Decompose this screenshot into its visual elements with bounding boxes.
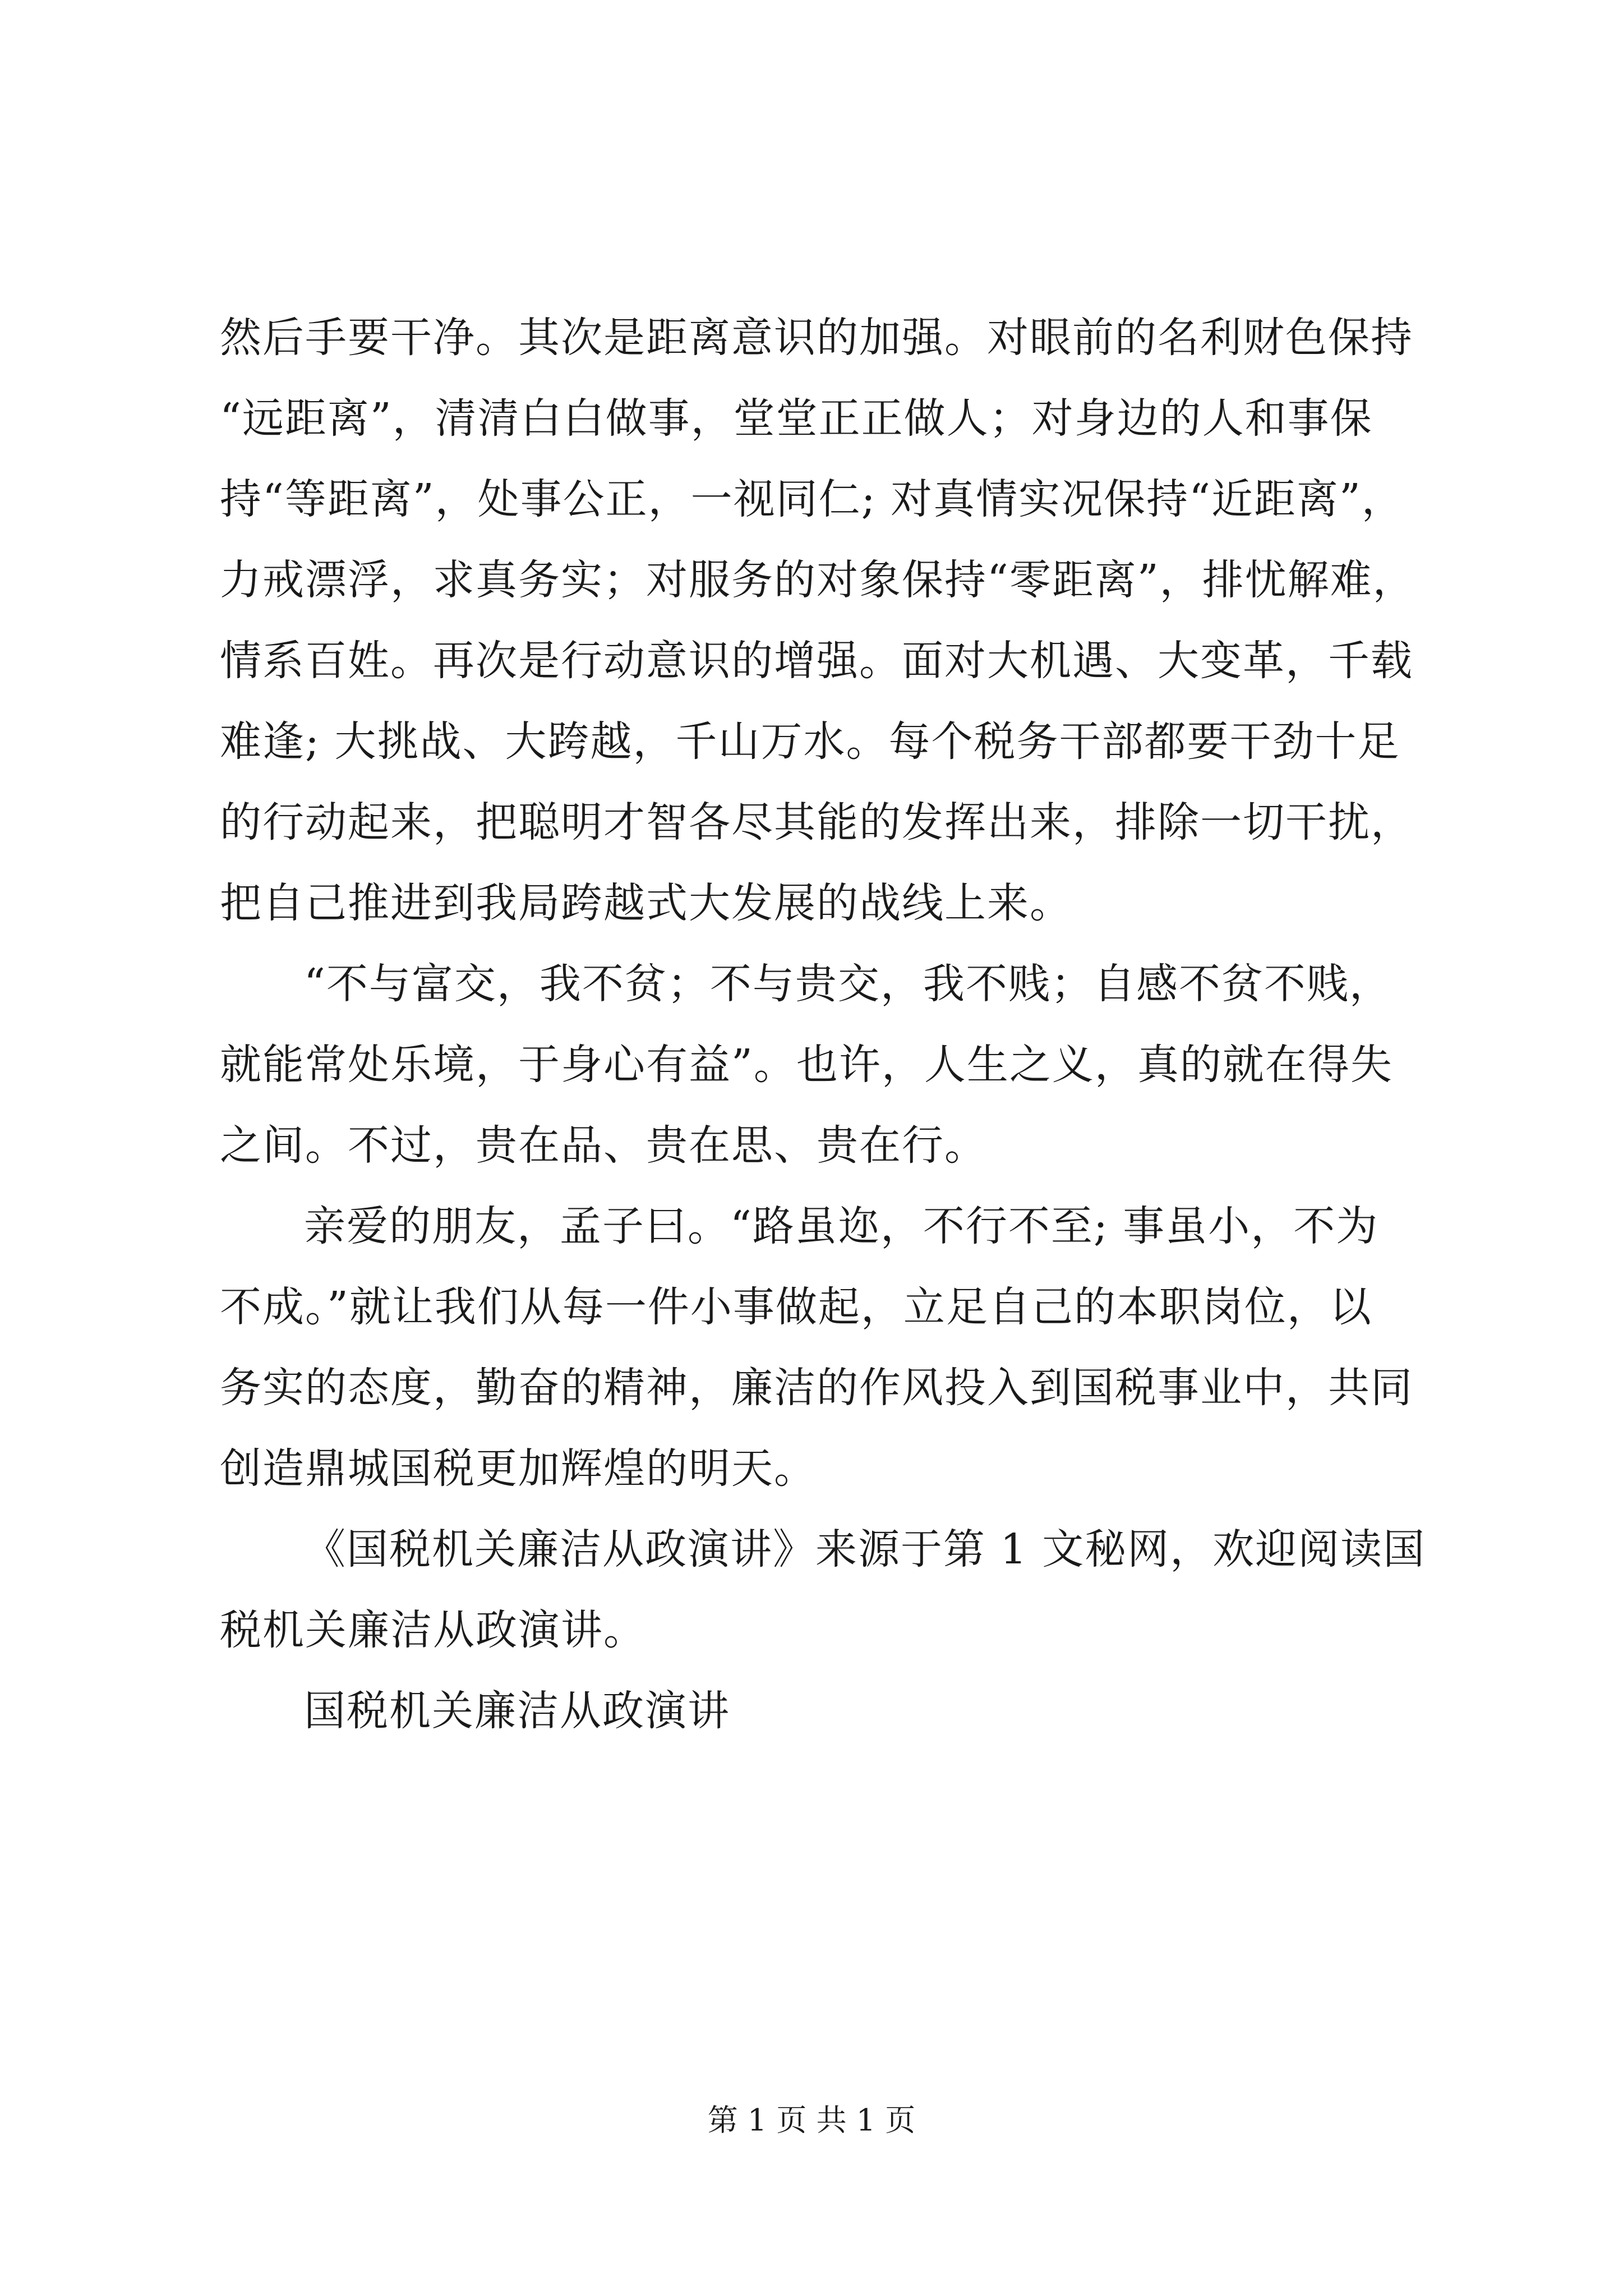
text-line: 的行动起来，把聪明才智各尽其能的发挥出来，排除一切干扰，: [220, 798, 1413, 846]
paragraph-start-line: 亲爱的朋友，孟子曰。“路虽迩，不行不至; 事虽小，不为: [304, 1202, 1379, 1250]
paragraph-start-line: 《国税机关廉洁从政演讲》来源于第 1 文秘网，欢迎阅读国: [304, 1525, 1426, 1573]
text-line: “远距离”，清清白白做事，堂堂正正做人；对身边的人和事保: [220, 394, 1373, 443]
text-line: 力戒漂浮，求真务实；对服务的对象保持“零距离”，排忧解难，: [220, 556, 1415, 604]
text-line: 税机关廉洁从政演讲。: [220, 1606, 646, 1654]
page-number: 第 1 页 共 1 页: [707, 2102, 916, 2138]
text-line: 创造鼎城国税更加辉煌的明天。: [220, 1444, 817, 1493]
text-line: 之间。不过，贵在品、贵在思、贵在行。: [220, 1121, 987, 1170]
text-line: 务实的态度，勤奋的精神，廉洁的作风投入到国税事业中，共同: [220, 1364, 1413, 1412]
text-line: 就能常处乐境，于身心有益”。也许，人生之义，真的就在得失: [220, 1041, 1393, 1089]
text-line: 然后手要干净。其次是距离意识的加强。对眼前的名利财色保持: [220, 314, 1413, 362]
paragraph-start-line: “不与富交，我不贫；不与贵交，我不贱；自感不贫不贱，: [304, 960, 1392, 1008]
text-line: 持“等距离”，处事公正，一视同仁; 对真情实况保持“近距离”，: [220, 475, 1404, 523]
page-footer: [0, 2101, 1623, 2140]
text-line: 情系百姓。再次是行动意识的增强。面对大机遇、大变革，千载: [220, 637, 1413, 685]
document-title-line: 国税机关廉洁从政演讲: [304, 1687, 730, 1735]
text-line: 把自己推进到我局跨越式大发展的战线上来。: [220, 879, 1072, 927]
text-line: 难逢; 大挑战、大跨越，千山万水。每个税务干部都要干劲十足: [220, 717, 1400, 766]
body-text: [220, 297, 1476, 1751]
text-line: 不成。”就让我们从每一件小事做起，立足自己的本职岗位，以: [220, 1283, 1372, 1331]
